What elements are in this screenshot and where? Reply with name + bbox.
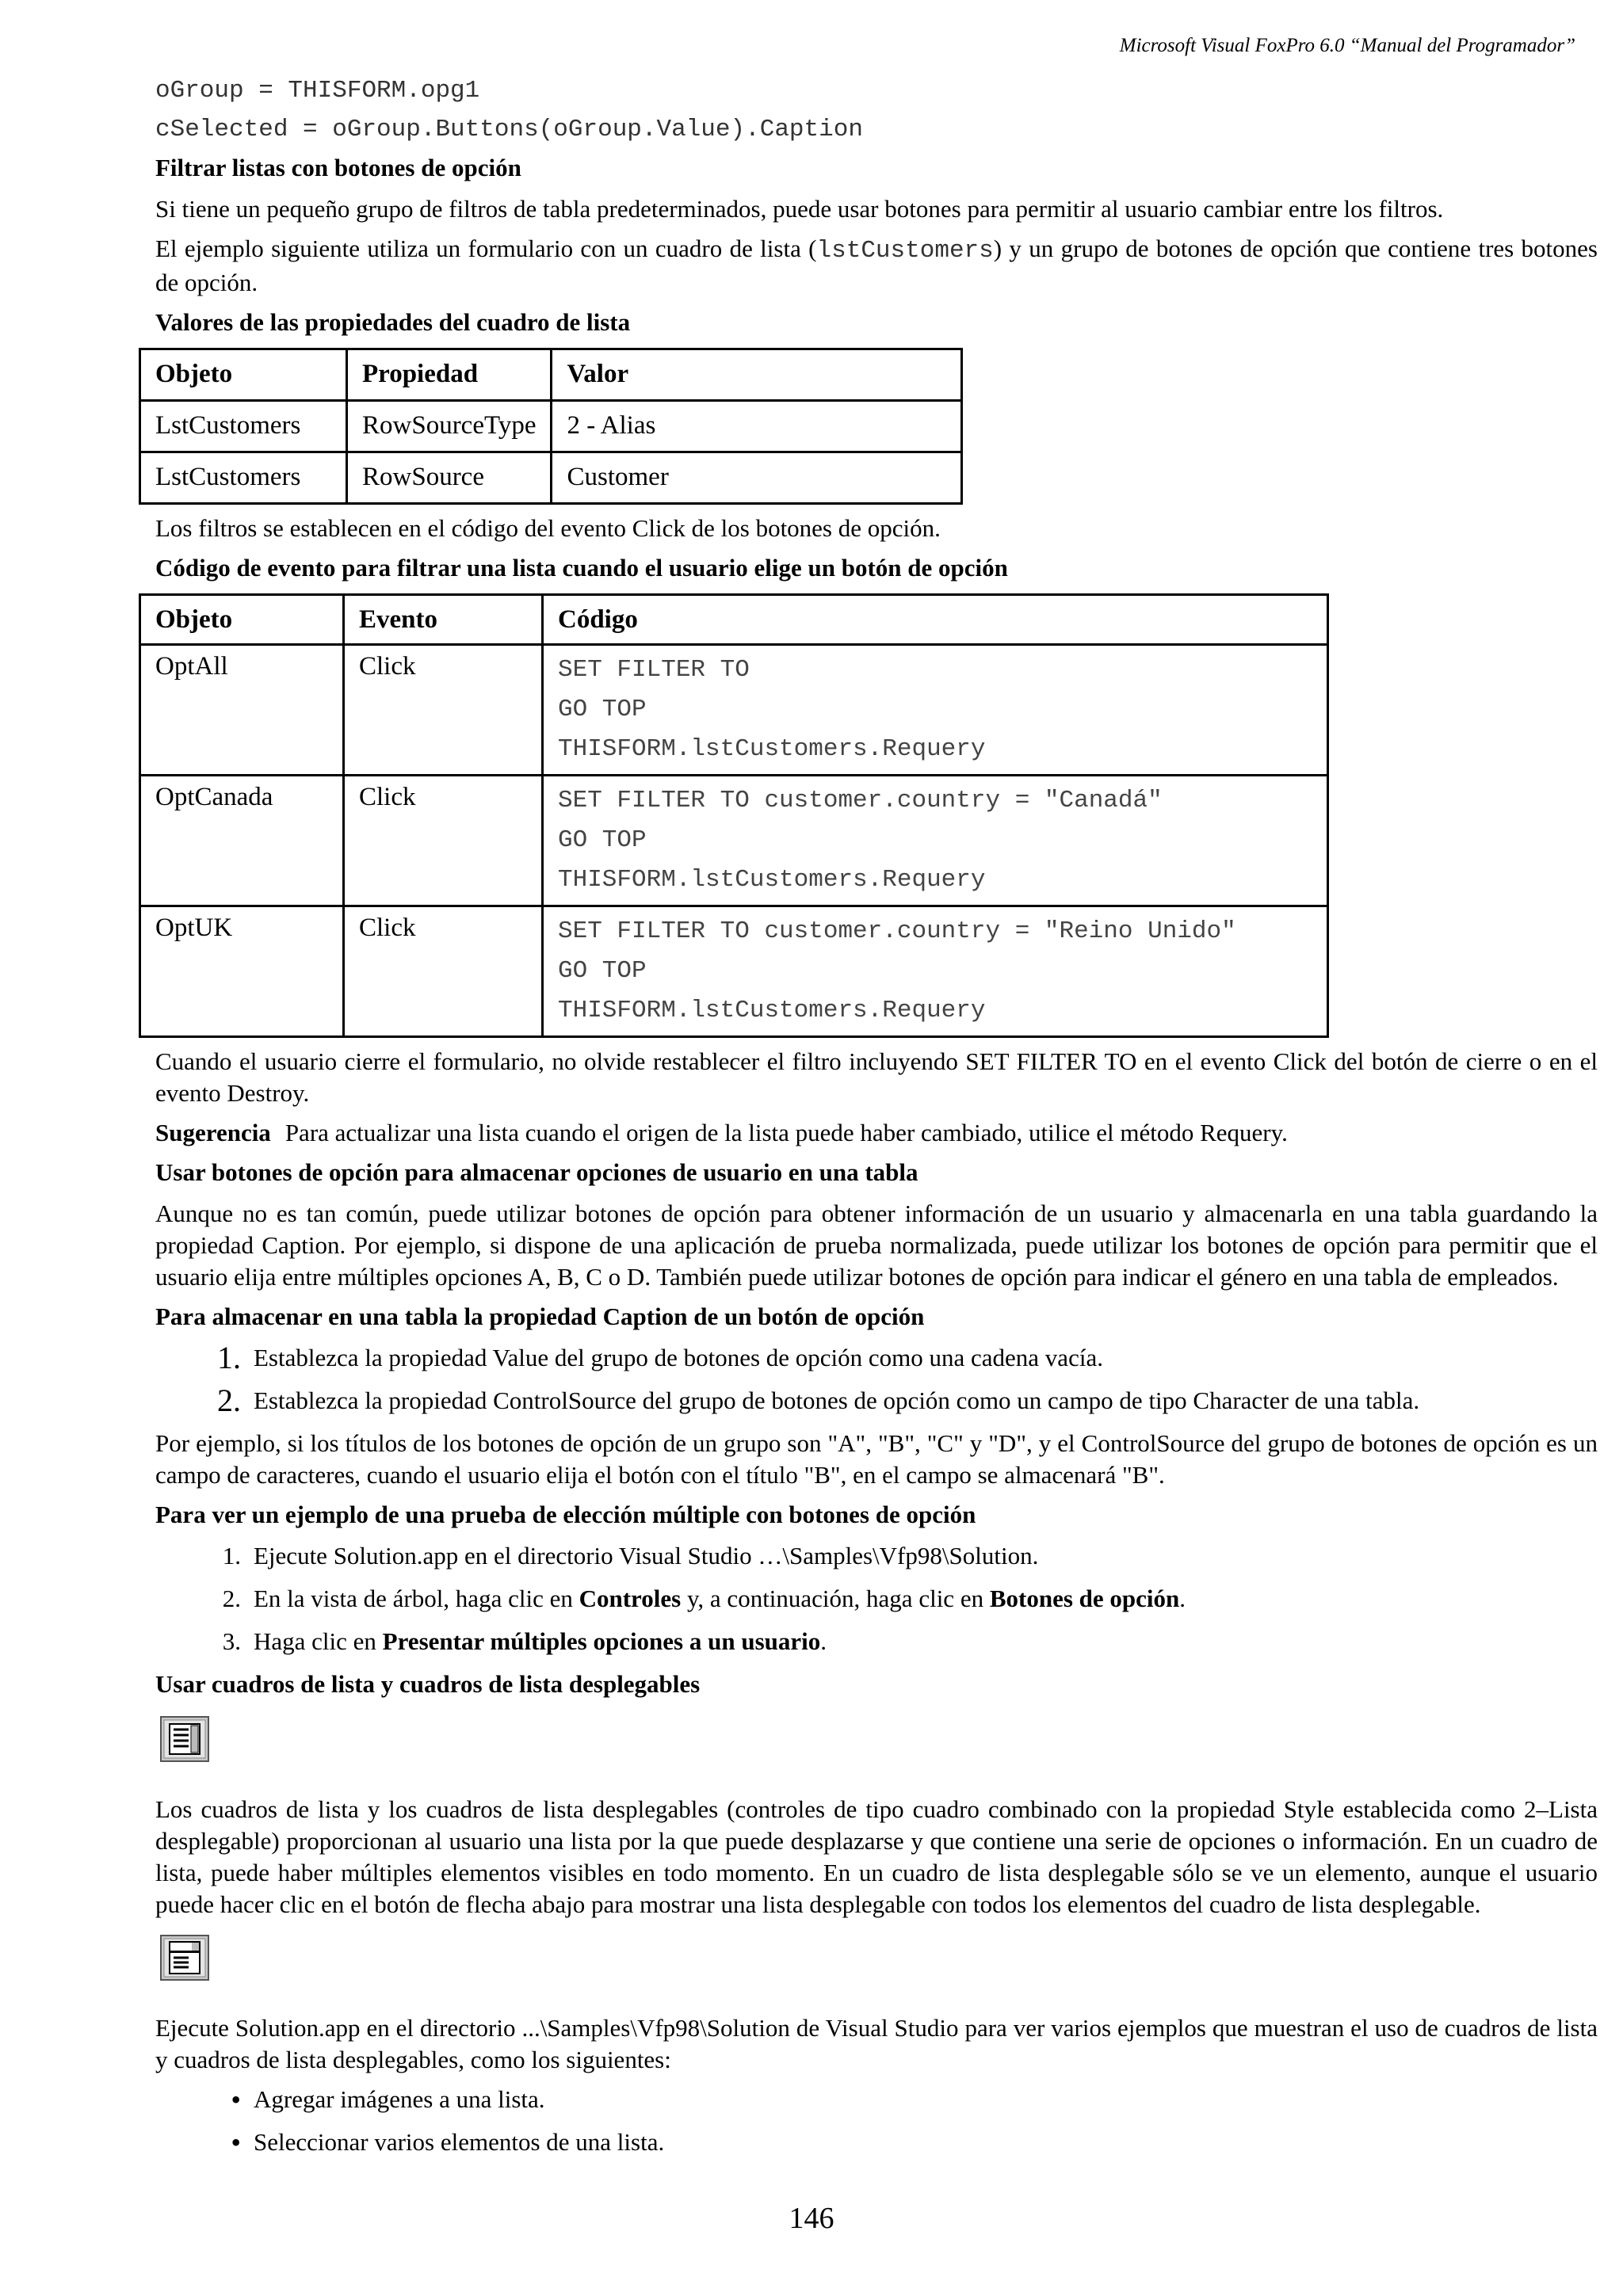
tip-text: Para actualizar una lista cuando el origen de la lista puede haber cambiado, utilice el método Requery. (285, 1119, 1288, 1146)
code-line: GO TOP (558, 826, 647, 854)
list-item-text: Establezca la propiedad Value del grupo de botones de opción como una cadena vacía. (254, 1344, 1103, 1371)
table-row (140, 401, 962, 452)
code-line: SET FILTER TO (558, 656, 750, 684)
section-heading: Filtrar listas con botones de opción (155, 154, 521, 181)
page-content (155, 71, 1598, 2169)
paragraph: Los cuadros de lista y los cuadros de lista desplegables (controles de tipo cuadro combinado con la propiedad Style establecida como 2–Lista desplegable) proporcionan al usuario una lista por la que puede desplazarse y que contiene una serie de opciones o información. En un cuadro de lista, puede haber múltiples elementos visibles en todo momento. En un cuadro de lista desplegable sólo se ve un elemento, aunque el usuario puede hacer clic en el botón de flecha abajo para mostrar una lista desplegable con todos los elementos del cuadro de lista desplegable. (155, 1795, 1598, 1918)
list-item-text: Agregar imágenes a una lista. (254, 2085, 545, 2113)
table-cell: RowSource (347, 452, 552, 504)
table-cell: OptUK (140, 906, 344, 1037)
text-run: . (1179, 1585, 1186, 1612)
text-run: En la vista de árbol, haga clic en (254, 1585, 579, 1612)
bullet-icon: • (231, 2126, 241, 2158)
code-line: SET FILTER TO customer.country = "Canadá" (558, 787, 1163, 814)
paragraph: Ejecute Solution.app en el directorio ...\Samples\Vfp98\Solution de Visual Studio para ver varios ejemplos que muestran el uso de cuadros de lista y cuadros de lista desplegables, como los siguientes: (155, 2014, 1598, 2073)
table-row (140, 776, 1328, 906)
text-run: y, a continuación, haga clic en (681, 1585, 990, 1612)
table-header-row (140, 349, 962, 401)
code-cell (543, 645, 1328, 776)
procedure-heading: Para almacenar en una tabla la propiedad Caption de un botón de opción (155, 1302, 925, 1330)
table-header-cell: Valor (552, 349, 962, 401)
table-cell: 2 - Alias (552, 401, 962, 452)
code-line: THISFORM.lstCustomers.Requery (558, 866, 986, 894)
tip-label: Sugerencia (155, 1119, 271, 1146)
event-code-table (139, 593, 1329, 1038)
code-line: GO TOP (558, 957, 647, 985)
ui-term: Controles (579, 1585, 682, 1612)
code-line: THISFORM.lstCustomers.Requery (558, 735, 986, 763)
list-item (155, 1540, 1598, 1572)
table-header-row (140, 595, 1328, 645)
paragraph: Los filtros se establecen en el código del evento Click de los botones de opción. (155, 514, 941, 542)
paragraph: Cuando el usuario cierre el formulario, no olvide restablecer el filtro incluyendo SET FILTER TO en el evento Click del botón de cierre o en el evento Destroy. (155, 1047, 1598, 1107)
table-row (140, 452, 962, 504)
list-number: 1. (222, 1542, 241, 1569)
page-number: 146 (789, 2202, 834, 2235)
code-line: oGroup = THISFORM.opg1 (155, 77, 480, 105)
table-header-cell: Objeto (140, 349, 347, 401)
code-line: GO TOP (558, 696, 647, 723)
list-item-text (254, 1626, 827, 1657)
table-header-cell: Código (543, 595, 1328, 645)
table-cell: OptAll (140, 645, 344, 776)
list-item (155, 1385, 1598, 1417)
section-heading: Usar botones de opción para almacenar opciones de usuario en una tabla (155, 1158, 918, 1186)
list-number: 2. (217, 1383, 241, 1418)
text-run: Haga clic en (254, 1627, 383, 1655)
code-cell (543, 906, 1328, 1037)
table-cell: LstCustomers (140, 401, 347, 452)
table-cell: Click (344, 645, 543, 776)
code-cell (543, 776, 1328, 906)
paragraph-text: El ejemplo siguiente utiliza un formulario con un cuadro de lista ( (155, 235, 817, 262)
table-cell: Customer (552, 452, 962, 504)
code-line: SET FILTER TO customer.country = "Reino Unido" (558, 917, 1236, 945)
table-row (140, 906, 1328, 1037)
paragraph: Aunque no es tan común, puede utilizar botones de opción para obtener información de un usuario y almacenarla en una tabla guardando la propiedad Caption. Por ejemplo, si dispone de una aplicación de prueba normalizada, puede utilizar los botones de opción para permitir que el usuario elija entre múltiples opciones A, B, C o D. También puede utilizar botones de opción para indicar el género en una tabla de empleados. (155, 1199, 1598, 1291)
list-item-text: Seleccionar varios elementos de una lista. (254, 2128, 665, 2156)
list-item-text (254, 1583, 1186, 1615)
table-cell: Click (344, 776, 543, 906)
properties-table (139, 348, 963, 505)
list-number: 3. (222, 1627, 241, 1655)
table-header-cell: Evento (344, 595, 543, 645)
paragraph-text: ) y un grupo de botones de opción que contiene tres botones de opción. (155, 235, 1598, 296)
tip-paragraph (155, 1117, 1598, 1149)
list-item (155, 1342, 1598, 1374)
procedure-heading: Para ver un ejemplo de una prueba de elección múltiple con botones de opción (155, 1501, 976, 1528)
code-line: cSelected = oGroup.Buttons(oGroup.Value).Caption (155, 116, 863, 143)
code-line: THISFORM.lstCustomers.Requery (558, 997, 986, 1024)
table-cell: Click (344, 906, 543, 1037)
table-caption: Código de evento para filtrar una lista cuando el usuario elige un botón de opción (155, 554, 1008, 582)
bullet-list (155, 2084, 1598, 2158)
table-cell: RowSourceType (347, 401, 552, 452)
text-run: . (820, 1627, 827, 1655)
table-cell: LstCustomers (140, 452, 347, 504)
running-header: Microsoft Visual FoxPro 6.0 “Manual del Programador” (1119, 35, 1575, 56)
ui-term: Botones de opción (989, 1585, 1180, 1612)
table-header-cell: Propiedad (347, 349, 552, 401)
table-cell: OptCanada (140, 776, 344, 906)
inline-code: lstCustomers (816, 237, 994, 265)
list-item (155, 2126, 1598, 2158)
paragraph: Por ejemplo, si los títulos de los botones de opción de un grupo son "A", "B", "C" y "D", y el ControlSource del grupo de botones de opción es un campo de caracteres, cuando el usuario elija el botón con el título "B", en el campo se almacenará "B". (155, 1429, 1598, 1489)
table-header-cell: Objeto (140, 595, 344, 645)
bullet-icon: • (231, 2084, 241, 2115)
list-item-text: Establezca la propiedad ControlSource del grupo de botones de opción como un campo de tipo Character de una tabla. (254, 1386, 1420, 1414)
numbered-list (155, 1342, 1598, 1417)
listbox-control-icon (160, 1716, 209, 1762)
section-heading: Usar cuadros de lista y cuadros de lista desplegables (155, 1670, 701, 1698)
list-item (155, 1626, 1598, 1657)
list-item (155, 1583, 1598, 1615)
list-item (155, 2084, 1598, 2115)
numbered-list (155, 1540, 1598, 1657)
ui-term: Presentar múltiples opciones a un usuario (382, 1627, 821, 1655)
combobox-control-icon (160, 1935, 209, 1981)
paragraph (155, 233, 1598, 299)
list-number: 1. (217, 1340, 241, 1375)
list-number: 2. (222, 1585, 241, 1612)
list-item-text: Ejecute Solution.app en el directorio Visual Studio …\Samples\Vfp98\Solution. (254, 1542, 1039, 1569)
table-row (140, 645, 1328, 776)
table-caption: Valores de las propiedades del cuadro de lista (155, 308, 631, 336)
paragraph: Si tiene un pequeño grupo de filtros de tabla predeterminados, puede usar botones para permitir al usuario cambiar entre los filtros. (155, 195, 1444, 223)
